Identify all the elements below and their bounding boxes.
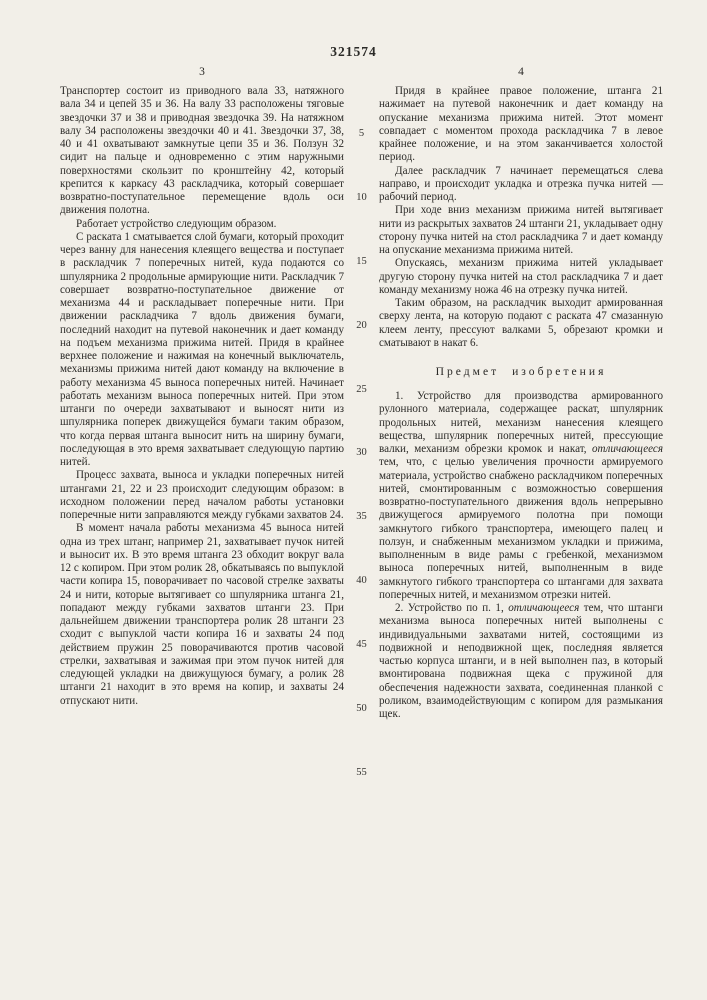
claim-text: 2. Устройство по п. 1,	[395, 602, 509, 614]
line-number: 35	[356, 511, 367, 523]
paragraph: Придя в крайнее правое положение, штанга 21 нажимает на путевой наконечник и дает команду на опускание механизма прижима нитей. Этот момент совпадает с моментом прохода раскладчика 7 в левое крайнее положение, и на этом заканчивается холостой период.	[379, 85, 663, 164]
line-number: 15	[356, 255, 367, 267]
line-number: 55	[356, 766, 367, 778]
paragraph: Процесс захвата, выноса и укладки поперечных нитей штангами 21, 22 и 23 происходит следующим образом: в исходном положении перед началом работы установки поперечные нити заправляются между губками захватов 24.	[60, 469, 344, 521]
line-number: 5	[358, 128, 365, 139]
left-column	[60, 66, 344, 721]
line-number: 50	[356, 703, 367, 715]
claim-2	[379, 602, 663, 721]
patent-number: 321574	[330, 44, 377, 59]
paragraph: В момент начала работы механизма 45 выноса нитей одна из трех штанг, например 21, захватывает пучок нитей и выносит их. В это время штанга 23 обходит вокруг вала 12 с копиром. При этом ролик 28, обкатываясь по выпуклой части копира 15, поворачивает по часовой стрелке захваты 24 и нити, которые вытягивает со шпулярника штанга 21, попадают между губками захватов штанги 23. При дальнейшем движении транспортера ролик 28 штанги 23 сходит с выпуклой части копира 16 и захваты 24 под действием пружин 25 поворачиваются против часовой стрелки, захватывая и зажимая при этом пучок нитей для следующей укладки на движущуюся бумагу, а ролик 28 штанги 21 находит в это время на копир, и захваты 24 отпускают нити.	[60, 522, 344, 707]
paragraph: Работает устройство следующим образом.	[76, 217, 277, 230]
line-number-gutter	[344, 66, 379, 778]
claim-italic-term: отличающееся	[508, 602, 580, 614]
line-number: 45	[356, 639, 367, 651]
claim-italic-term: отличающееся	[591, 443, 663, 455]
section-heading: Предмет изобретения	[435, 365, 607, 378]
line-number: 25	[356, 383, 367, 395]
paragraph: Транспортер состоит из приводного вала 33, натяжного вала 34 и цепей 35 и 36. На валу 33 расположены тяговые звездочки 37 и 38 и приводная звездочка 39. На натяжном валу 34 расположены звездочки 40 и 41. Звездочки 37, 38, 40 и 41 охватывают замкнутые цепи 35 и 36. Ползун 32 сидит на пальце и одновременно с этим наружными поверхностями скользит по кронштейну 42, который крепится к каркасу 43 раскладчика, который совершает возвратно-поступательное перемещение вдоль оси движения полотна.	[60, 85, 344, 217]
line-number: 20	[356, 319, 367, 331]
line-number: 40	[356, 575, 367, 587]
text-columns	[60, 66, 663, 778]
paragraph: С раската 1 сматывается слой бумаги, который проходит через ванну для нанесения клеящего вещества и поступает в раскладчик 7 поперечных нитей, куда подаются со шпулярника 2 продольные армирующие нити. Раскладчик 7 совершает возвратно-поступательное движение от механизма 44 и раскладывает поперечные нити. При движении раскладчика 7 вдоль движения бумаги, последний находит на путевой наконечник и дает команду на подъем механизма прижима нитей. Придя в крайнее верхнее положение и нажимая на конечный выключатель, механизмы прижима нитей дают команду на включение в работу механизма 45 выноса поперечных нитей. Начинает работать механизм выноса поперечных нитей. При этом штанги по очереди захватывают и выносят нити из шпулярника поперек движущейся бумаги таким образом, что когда первая штанга выносит нить на ширину бумаги, последующая в это время захватывает следующую партию нитей.	[60, 230, 344, 468]
claim-1	[379, 390, 663, 602]
paragraph: При ходе вниз механизм прижима нитей вытягивает нити из раскрытых захватов 24 штанги 21, укладывает одну сторону пучка нитей на стол раскладчика 7 и дает команду на опускание механизма прижима нитей.	[379, 204, 663, 256]
paragraph: Далее раскладчик 7 начинает перемещаться слева направо, и происходит укладка и отрезка пучка нитей — рабочий период.	[379, 164, 663, 203]
column-number-right: 4	[518, 66, 524, 78]
claim-text: тем, что, с целью увеличения прочности армируемого материала, устройство снабжено раскладчиком поперечных нитей, смонтированным с возможностью совершения возвратно-поступательного движения вдоль непрерывно движущегося армируемого полотна при помощи замкнутого гибкого транспортера, имеющего палец и ползун, и снабженным механизмом укладки и прижима, выполненным в виде рамы с гребенкой, механизмом выноса поперечных нитей, выполненным в виде замкнутого гибкого транспортера со штангами для захвата поперечных нитей, и механизмом отрезки нитей.	[379, 456, 663, 601]
paragraph: Таким образом, на раскладчик выходит армированная сверху лента, на которую подают с раската 47 смазанную клеем ленту, прессуют валками 5, обрезают кромки и сматывают в накат 6.	[379, 297, 663, 349]
claim-text: тем, что штанги механизма выноса поперечных нитей выполнены с индивидуальными захватами нитей, состоящими из подвижной и неподвижной щек, последняя является частью корпуса штанги, и в ней выполнен паз, в который вмонтирована подвижная щека с пружиной для обеспечения надежности захвата, соединенная планкой с роликом, взаимодействующим с копиром для размыкания щек.	[379, 602, 663, 720]
paragraph: Опускаясь, механизм прижима нитей укладывает другую сторону пучка нитей на стол раскладчика 7 и дает команду механизму ножа 46 на отрезку пучка нитей.	[379, 257, 663, 296]
column-number-left: 3	[199, 66, 205, 78]
line-numbers	[344, 128, 379, 778]
line-number: 30	[356, 447, 367, 459]
claim-text: 1. Устройство для производства армированного рулонного материала, содержащее раскат, шпулярник продольных нитей, механизм нанесения клеящего вещества, шпулярник поперечных нитей, прессующие валки, механизм обрезки кромок и накат,	[379, 390, 663, 455]
line-number: 10	[356, 191, 367, 203]
right-column	[379, 66, 663, 721]
